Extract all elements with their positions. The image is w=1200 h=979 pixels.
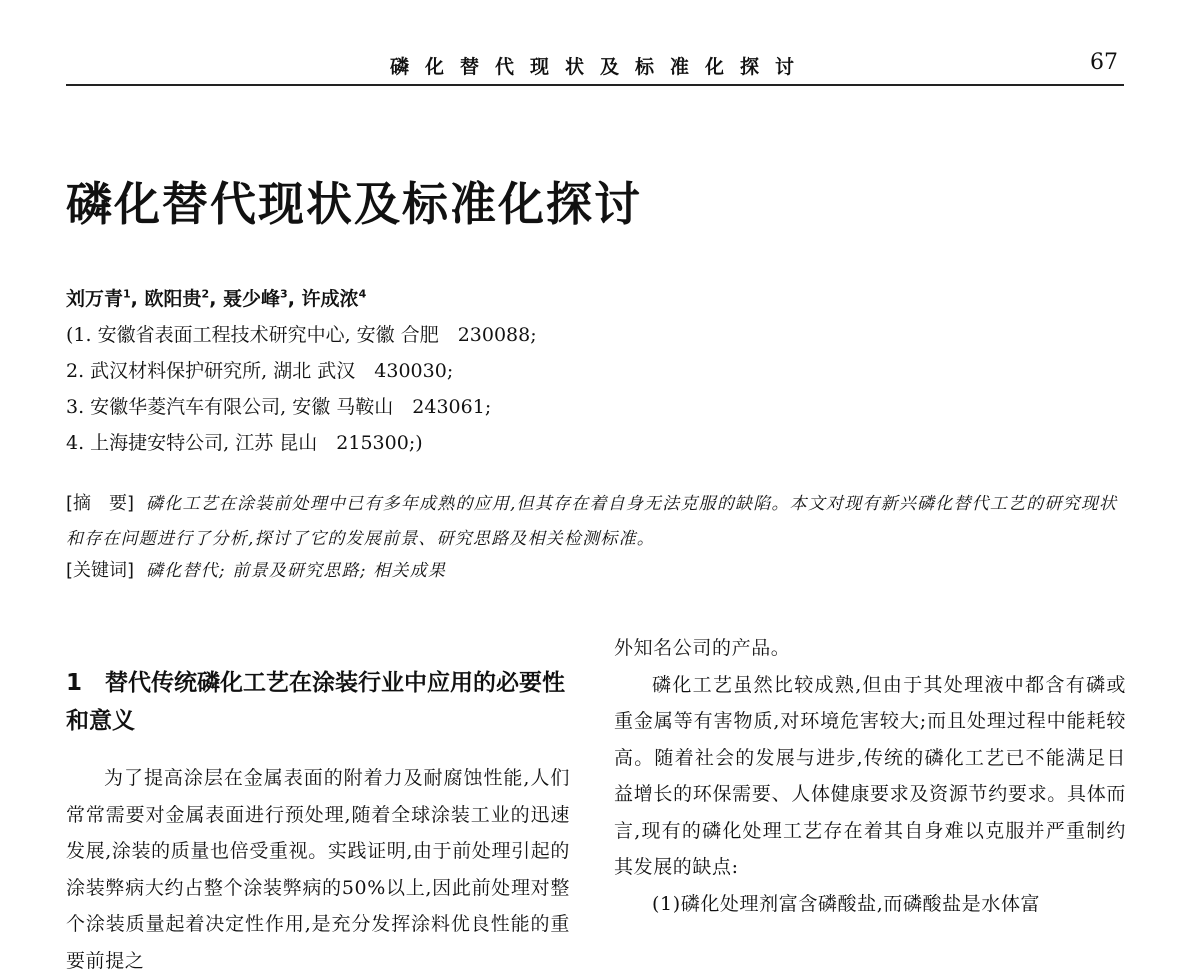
body-paragraph: 外知名公司的产品。 <box>614 637 791 659</box>
author-affiliation-mark: 4 <box>358 287 367 301</box>
affiliation-line: 2. 武汉材料保护研究所, 湖北 武汉 430030; <box>66 360 454 382</box>
author-name: 刘万青 <box>66 288 124 310</box>
article-title: 磷化替代现状及标准化探讨 <box>66 177 642 231</box>
keywords-label: [关键词] <box>66 560 135 581</box>
abstract <box>66 486 1126 557</box>
abstract-label: [摘 要] <box>66 493 135 514</box>
author-list: 刘万青$^1$, 欧阳贵$^2$, 聂少峰$^3$, 许成浓$^4$ <box>66 287 367 310</box>
page-number: 67 <box>1090 50 1118 75</box>
affiliation-line: (1. 安徽省表面工程技术研究中心, 安徽 合肥 230088; <box>66 324 537 346</box>
keywords <box>66 556 446 582</box>
affiliation-line: 3. 安徽华菱汽车有限公司, 安徽 马鞍山 243061; <box>66 396 492 418</box>
author-name: 欧阳贵 <box>144 288 202 310</box>
author-name: 许成浓 <box>301 288 359 310</box>
section-heading: 1 替代传统磷化工艺在涂装行业中应用的必要性和意义 <box>66 670 566 734</box>
body-paragraph: 磷化工艺虽然比较成熟,但由于其处理液中都含有磷或重金属等有害物质,对环境危害较大;而且处理过程中能耗较高。随着社会的发展与进步,传统的磷化工艺已不能满足日益增长的环保需要、人体健康要求及资源节约要求。具体而言,现有的磷化处理工艺存在着其自身难以克服并严重制约其发展的缺点: <box>614 673 1126 878</box>
keywords-text: 磷化替代; 前景及研究思路; 相关成果 <box>146 561 447 581</box>
abstract-text: 磷化工艺在涂装前处理中已有多年成熟的应用,但其存在着自身无法克服的缺陷。本文对现有新兴磷化替代工艺的研究现状和存在问题进行了分析,探讨了它的发展前景、研究思路及相关检测标准。 <box>66 494 1118 549</box>
author-affiliation-mark: 2 <box>201 287 210 301</box>
author-name: 聂少峰 <box>223 288 281 310</box>
header-rule <box>66 84 1124 86</box>
right-column <box>614 630 1126 922</box>
running-header <box>0 44 1200 84</box>
author-affiliation-mark: 1 <box>123 287 131 301</box>
body-paragraph: 为了提高涂层在金属表面的附着力及耐腐蚀性能,人们常常需要对金属表面进行预处理,随着全球涂装工业的迅速发展,涂装的质量也倍受重视。实践证明,由于前处理引起的涂装弊病大约占整个涂装弊病的50%以上,因此前处理对整个涂装质量起着决定性作用,是充分发挥涂料优良性能的重要前提之 <box>66 767 570 972</box>
running-title: 磷化替代现状及标准化探讨 <box>390 56 811 78</box>
list-item: (1)磷化处理剂富含磷酸盐,而磷酸盐是水体富 <box>652 892 1041 915</box>
author-affiliation-mark: 3 <box>280 287 288 301</box>
affiliation-line: 4. 上海捷安特公司, 江苏 昆山 215300;) <box>66 432 423 454</box>
